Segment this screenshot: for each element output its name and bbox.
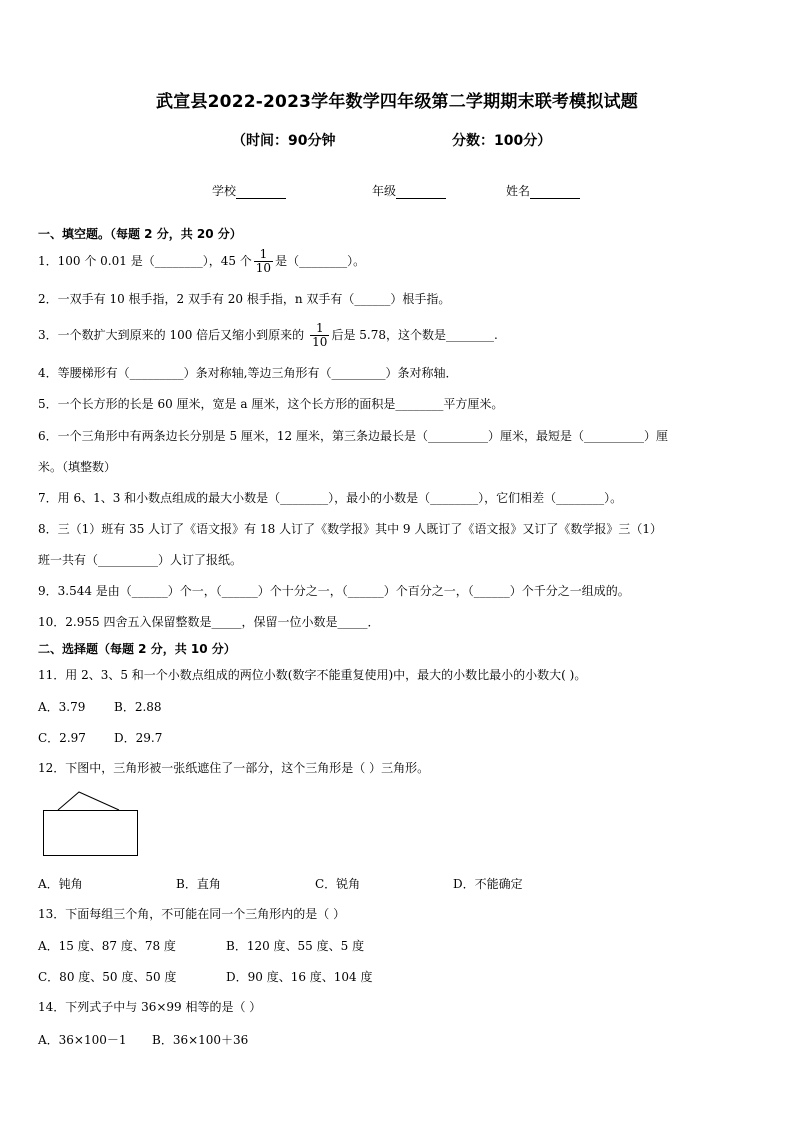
question-8-continued: 班一共有（__________）人订了报纸。 bbox=[38, 553, 243, 567]
covered-triangle-figure bbox=[40, 788, 140, 858]
question-6: 6．一个三角形中有两条边长分别是 5 厘米，12 厘米，第三条边最长是（__________）厘米，最短是（__________）厘 bbox=[38, 429, 668, 443]
q12-option-b[interactable]: B．直角 bbox=[176, 877, 221, 891]
fraction-one-tenth bbox=[310, 322, 329, 349]
q13-option-c[interactable]: C．80 度、50 度、50 度 bbox=[38, 970, 177, 984]
question-4: 4．等腰梯形有（_________）条对称轴,等边三角形有（_________）条对称轴． bbox=[38, 366, 458, 380]
q11-option-b[interactable]: B．2.88 bbox=[114, 700, 162, 714]
question-8: 8．三（1）班有 35 人订了《语文报》有 18 人订了《数学报》其中 9 人既订了《语文报》又订了《数学报》三（1） bbox=[38, 522, 662, 536]
question-11: 11．用 2、3、5 和一个小数点组成的两位小数(数字不能重复使用)中，最大的小数比最小的小数大( )。 bbox=[38, 668, 587, 682]
fraction-numerator: 1 bbox=[310, 322, 329, 336]
question-10: 10．2.955 四舍五入保留整数是_____，保留一位小数是_____． bbox=[38, 615, 380, 629]
fraction-numerator: 1 bbox=[254, 248, 273, 262]
grade-label: 年级 bbox=[372, 184, 397, 198]
school-label: 学校 bbox=[212, 184, 237, 198]
covering-paper-rectangle bbox=[44, 811, 138, 856]
question-13: 13．下面每组三个角，不可能在同一个三角形内的是（ ） bbox=[38, 907, 346, 921]
q14-option-a[interactable]: A．36×100－1 bbox=[38, 1033, 127, 1047]
fraction-one-tenth bbox=[254, 248, 273, 275]
fraction-denominator: 10 bbox=[312, 335, 328, 349]
question-12: 12．下图中，三角形被一张纸遮住了一部分，这个三角形是（ ）三角形。 bbox=[38, 761, 430, 775]
question-5: 5．一个长方形的长是 60 厘米，宽是 a 厘米，这个长方形的面积是________平方厘米。 bbox=[38, 397, 504, 411]
q12-option-d[interactable]: D．不能确定 bbox=[453, 877, 523, 891]
exam-title: 武宣县2022-2023学年数学四年级第二学期期末联考模拟试题 bbox=[156, 92, 638, 112]
q13-option-b[interactable]: B．120 度、55 度、5 度 bbox=[226, 939, 365, 953]
school-field[interactable] bbox=[212, 182, 286, 199]
triangle-visible-part bbox=[58, 792, 119, 810]
question-3 bbox=[38, 322, 498, 349]
question-1-text-a: 1．100 个 0.01 是（________），45 个 bbox=[38, 254, 252, 268]
question-1 bbox=[38, 248, 365, 275]
question-2: 2．一双手有 10 根手指，2 双手有 20 根手指，n 双手有（______）根手指。 bbox=[38, 292, 451, 306]
exam-score: 分数：100分） bbox=[452, 133, 552, 149]
exam-time: （时间：90分钟 bbox=[232, 133, 336, 149]
fraction-denominator: 10 bbox=[255, 261, 272, 275]
q11-option-c[interactable]: C．2.97 bbox=[38, 731, 86, 745]
question-3-text-b: 后是 5.78，这个数是________. bbox=[331, 328, 498, 342]
section-choice-heading: 二、选择题（每题 2 分，共 10 分） bbox=[38, 642, 236, 656]
school-blank[interactable] bbox=[236, 186, 286, 199]
q12-option-a[interactable]: A．钝角 bbox=[38, 877, 83, 891]
question-1-text-b: 是（________）。 bbox=[275, 254, 366, 268]
question-3-text-a: 3．一个数扩大到原来的 100 倍后又缩小到原来的 bbox=[38, 328, 305, 342]
q13-option-d[interactable]: D．90 度、16 度、104 度 bbox=[226, 970, 373, 984]
question-14: 14．下列式子中与 36×99 相等的是（ ） bbox=[38, 1000, 262, 1014]
name-field[interactable] bbox=[506, 182, 580, 199]
q14-option-b[interactable]: B．36×100＋36 bbox=[152, 1033, 249, 1047]
question-7: 7．用 6、1、3 和小数点组成的最大小数是（________），最小的小数是（________），它们相差（________）。 bbox=[38, 491, 623, 505]
q11-option-a[interactable]: A．3.79 bbox=[38, 700, 86, 714]
q11-option-d[interactable]: D．29.7 bbox=[114, 731, 163, 745]
grade-blank[interactable] bbox=[396, 186, 446, 199]
section-fill-in-heading: 一、填空题。（每题 2 分，共 20 分） bbox=[38, 227, 242, 241]
name-label: 姓名 bbox=[506, 184, 531, 198]
grade-field[interactable] bbox=[372, 182, 446, 199]
name-blank[interactable] bbox=[530, 186, 580, 199]
q13-option-a[interactable]: A．15 度、87 度、78 度 bbox=[38, 939, 176, 953]
question-6-continued: 米。（填整数） bbox=[38, 460, 117, 474]
q12-option-c[interactable]: C．锐角 bbox=[315, 877, 361, 891]
question-9: 9．3.544 是由（______）个一，（______）个十分之一，（______）个百分之一，（______）个千分之一组成的。 bbox=[38, 584, 630, 598]
